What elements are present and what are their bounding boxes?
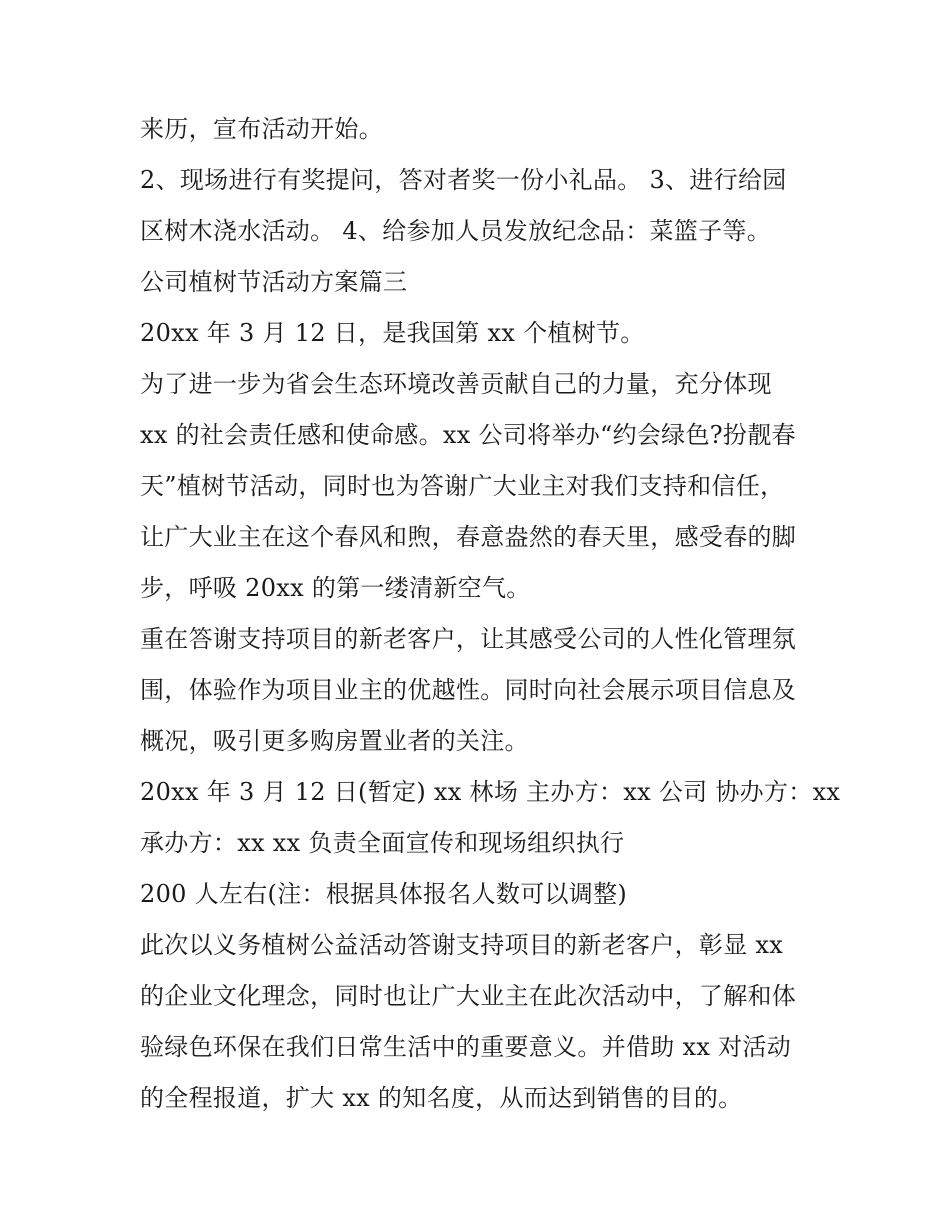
text-line: 承办方：xx xx 负责全面宣传和现场组织执行	[140, 829, 625, 857]
text-line: 为了进一步为省会生态环境改善贡献自己的力量，充分体现	[140, 370, 772, 398]
text-line: 此次以义务植树公益活动答谢支持项目的新老客户，彰显 xx	[140, 931, 784, 959]
text-line: 让广大业主在这个春风和煦，春意盎然的春天里，感受春的脚	[140, 523, 797, 551]
text-line: 200 人左右(注：根据具体报名人数可以调整)	[140, 880, 628, 908]
section-heading: 公司植树节活动方案篇三	[140, 268, 408, 296]
text-line: xx 的社会责任感和使命感。xx 公司将举办“约会绿色?扮靓春	[140, 421, 796, 449]
text-line: 天”植树节活动，同时也为答谢广大业主对我们支持和信任，	[140, 472, 785, 500]
text-line: 20xx 年 3 月 12 日，是我国第 xx 个植树节。	[140, 319, 645, 347]
text-line: 区树木浇水活动。 4、给参加人员发放纪念品：菜篮子等。	[140, 217, 771, 245]
text-line: 的全程报道，扩大 xx 的知名度，从而达到销售的目的。	[140, 1084, 743, 1112]
text-line: 2、现场进行有奖提问，答对者奖一份小礼品。 3、进行给园	[140, 166, 787, 194]
text-line: 概况，吸引更多购房置业者的关注。	[140, 727, 529, 755]
text-line: 围，体验作为项目业主的优越性。同时向社会展示项目信息及	[140, 676, 797, 704]
text-line: 步，呼吸 20xx 的第一缕清新空气。	[140, 574, 531, 602]
text-line: 验绿色环保在我们日常生活中的重要意义。并借助 xx 对活动	[140, 1033, 792, 1061]
text-line: 来历，宣布活动开始。	[140, 115, 383, 143]
text-line: 的企业文化理念，同时也让广大业主在此次活动中，了解和体	[140, 982, 797, 1010]
text-line: 20xx 年 3 月 12 日(暂定) xx 林场 主办方：xx 公司 协办方：xx	[140, 778, 841, 806]
text-line: 重在答谢支持项目的新老客户，让其感受公司的人性化管理氛	[140, 625, 797, 653]
document-body	[140, 104, 841, 1124]
